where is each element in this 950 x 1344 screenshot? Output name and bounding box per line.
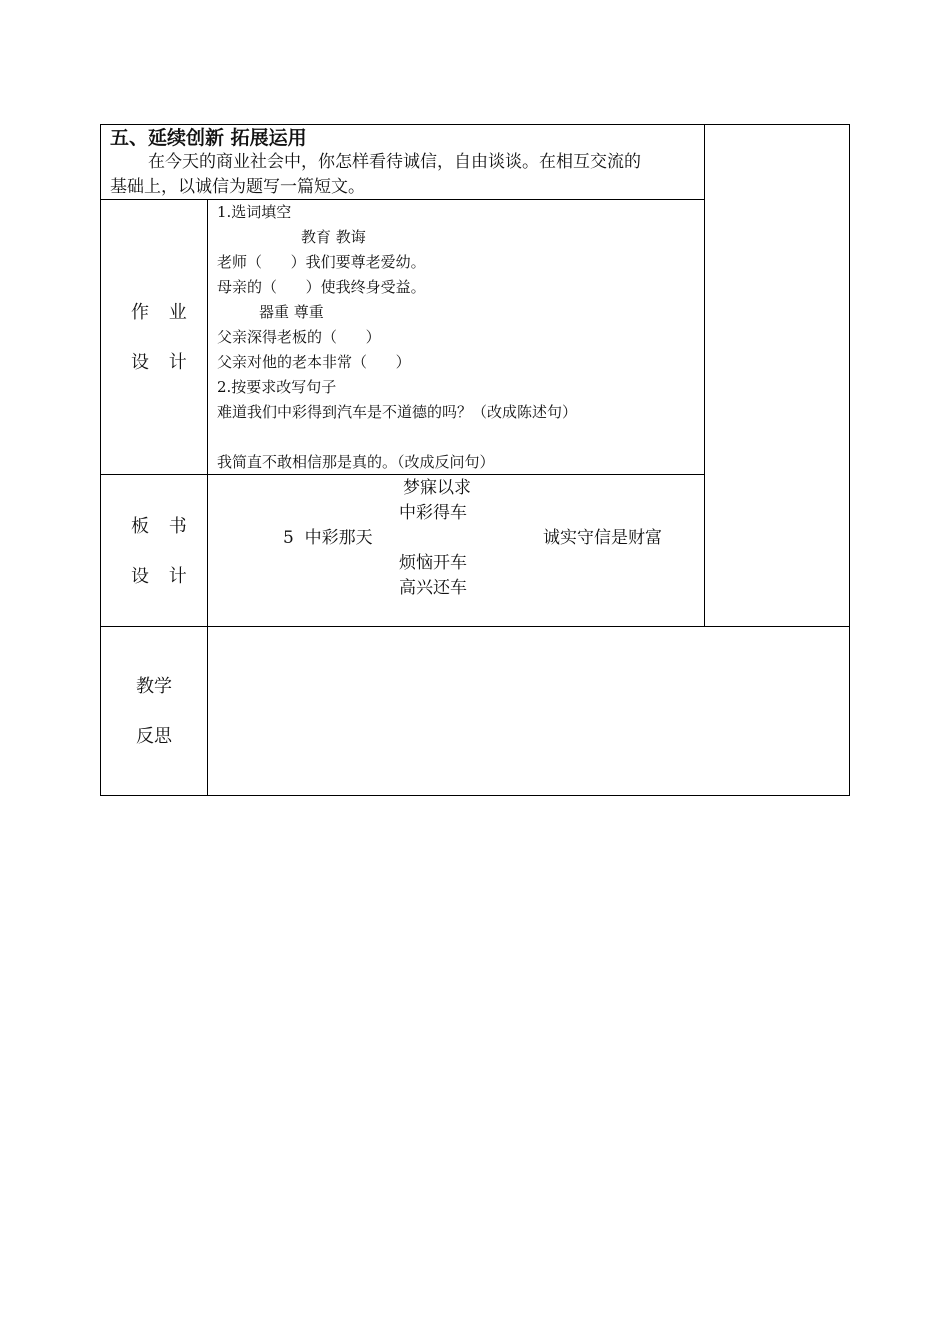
board-label: 设 计: [131, 566, 194, 587]
board-item: 高兴还车: [399, 578, 467, 598]
section-paragraph-line: 基础上，以诚信为题写一篇短文。: [110, 177, 365, 197]
homework-label: 作 业: [131, 302, 194, 323]
homework-label: 设 计: [131, 352, 194, 373]
grid-line: [100, 474, 704, 475]
section-heading: 五、延续创新 拓展运用: [110, 127, 307, 149]
grid-line: [704, 124, 705, 627]
board-lesson-title: 5 中彩那天: [283, 528, 373, 548]
homework-line: 老师（ ）我们要尊老爱幼。: [217, 253, 426, 271]
board-label: 板 书: [131, 516, 194, 537]
homework-line: 母亲的（ ）使我终身受益。: [217, 278, 426, 296]
homework-line: 2.按要求改写句子: [217, 378, 337, 396]
section-paragraph-line: 在今天的商业社会中，你怎样看待诚信，自由谈谈。在相互交流的: [148, 152, 641, 172]
grid-line: [100, 795, 850, 796]
homework-line: 教育 教诲: [301, 228, 366, 246]
grid-line: [849, 124, 850, 796]
board-conclusion: 诚实守信是财富: [543, 528, 662, 548]
homework-line: 难道我们中彩得到汽车是不道德的吗？（改成陈述句）: [217, 403, 578, 421]
homework-line: 1.选词填空: [217, 203, 292, 221]
reflection-label: 教学: [136, 676, 172, 697]
grid-line: [100, 124, 101, 796]
board-item: 梦寐以求: [403, 478, 471, 498]
board-item: 烦恼开车: [399, 553, 467, 573]
homework-line: 我简直不敢相信那是真的。（改成反问句）: [217, 453, 495, 471]
reflection-label: 反思: [136, 726, 172, 747]
grid-line: [100, 199, 704, 200]
homework-line: 父亲对他的老本非常（ ）: [217, 353, 411, 371]
grid-line: [100, 124, 850, 125]
homework-line: 器重 尊重: [259, 303, 324, 321]
homework-line: 父亲深得老板的（ ）: [217, 328, 381, 346]
reflection-content-area[interactable]: [208, 627, 849, 795]
board-item: 中彩得车: [399, 503, 467, 523]
